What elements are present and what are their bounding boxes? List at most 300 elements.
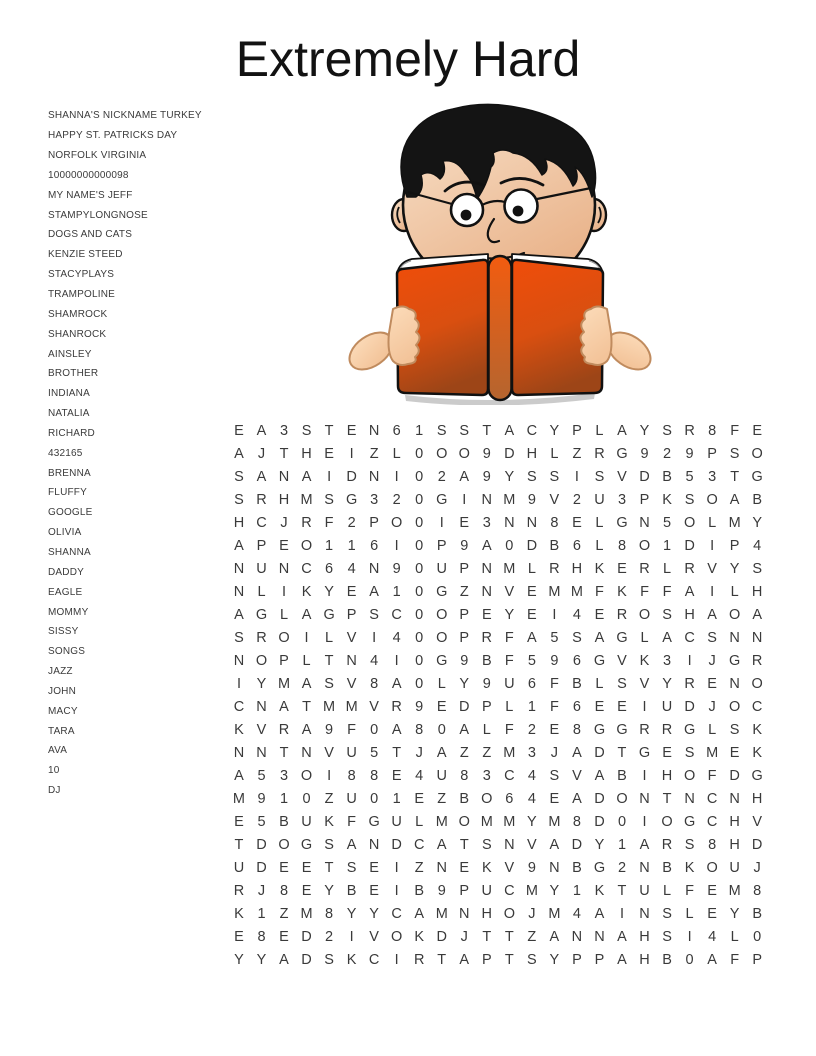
grid-cell: P <box>346 606 357 623</box>
grid-cell: T <box>662 790 672 807</box>
grid-cell: 9 <box>437 882 446 899</box>
grid-cell: F <box>549 675 559 692</box>
grid-cell: N <box>481 560 493 577</box>
grid-cell: K <box>752 744 762 761</box>
grid-cell: A <box>594 905 605 922</box>
grid-cell: 9 <box>527 859 536 876</box>
grid-cell: R <box>233 882 245 899</box>
grid-cell: A <box>527 629 537 646</box>
grid-cell: P <box>481 951 492 968</box>
grid-cell: P <box>436 537 447 554</box>
grid-cell: N <box>278 468 290 485</box>
word-list-item: BRENNA <box>48 467 91 479</box>
grid-cell: M <box>323 698 336 715</box>
grid-cell: D <box>594 790 605 807</box>
grid-row <box>228 926 769 949</box>
grid-cell: A <box>234 445 244 462</box>
grid-cell: B <box>279 813 289 830</box>
grid-cell: 3 <box>279 767 289 784</box>
grid-cell: I <box>327 767 332 784</box>
grid-cell: E <box>549 721 560 738</box>
grid-cell: I <box>394 882 399 899</box>
grid-cell: F <box>707 767 717 784</box>
grid-cell: F <box>504 721 514 738</box>
grid-cell: B <box>752 491 762 508</box>
grid-cell: F <box>685 882 694 899</box>
grid-cell: K <box>594 882 605 899</box>
word-list-item: BROTHER <box>48 368 99 380</box>
grid-cell: 8 <box>617 537 627 554</box>
grid-cell: E <box>617 698 627 715</box>
grid-cell: T <box>504 928 514 945</box>
word-list-item: STACYPLAYS <box>48 269 115 281</box>
grid-cell: A <box>279 951 289 968</box>
grid-cell: K <box>234 905 244 922</box>
grid-cell: R <box>413 951 425 968</box>
grid-cell: L <box>550 445 559 462</box>
grid-cell: L <box>663 560 672 577</box>
grid-cell: V <box>369 698 379 715</box>
grid-cell: R <box>481 629 493 646</box>
grid-cell: M <box>548 905 561 922</box>
grid-cell: 8 <box>460 767 469 784</box>
grid-cell: V <box>549 491 560 508</box>
grid-row <box>228 512 769 535</box>
grid-cell: R <box>661 836 673 853</box>
grid-cell: 2 <box>347 514 356 531</box>
grid-row <box>228 834 769 857</box>
grid-cell: I <box>687 928 692 945</box>
grid-cell: B <box>662 951 672 968</box>
grid-cell: A <box>684 583 695 600</box>
grid-cell: N <box>436 859 447 876</box>
grid-cell: I <box>304 629 309 646</box>
grid-cell: S <box>594 468 605 485</box>
grid-cell: O <box>729 698 741 715</box>
grid-cell: R <box>391 698 402 715</box>
grid-cell: V <box>324 744 334 761</box>
grid-cell: E <box>752 422 762 439</box>
grid-cell: Y <box>234 951 244 968</box>
grid-cell: 8 <box>708 422 717 439</box>
grid-cell: B <box>481 652 492 669</box>
grid-cell: G <box>255 606 268 623</box>
grid-cell: G <box>729 652 741 669</box>
grid-cell: T <box>504 951 514 968</box>
grid-cell: Z <box>459 744 469 761</box>
grid-cell: O <box>278 629 290 646</box>
grid-cell: C <box>526 422 538 439</box>
grid-cell: I <box>394 537 399 554</box>
grid-cell: G <box>683 813 696 830</box>
grid-cell: E <box>459 859 470 876</box>
grid-cell: Y <box>504 606 515 623</box>
grid-cell: K <box>301 583 312 600</box>
grid-cell: P <box>369 514 379 531</box>
grid-cell: A <box>436 836 447 853</box>
grid-cell: E <box>414 790 425 807</box>
grid-cell: E <box>346 583 357 600</box>
grid-cell: I <box>236 675 241 692</box>
grid-cell: V <box>617 652 627 669</box>
grid-cell: C <box>706 790 718 807</box>
grid-cell: R <box>661 721 673 738</box>
grid-cell: 6 <box>572 698 581 715</box>
grid-cell: 8 <box>257 928 266 945</box>
word-list-item: DADDY <box>48 566 85 578</box>
grid-cell: N <box>571 928 583 945</box>
grid-cell: E <box>707 675 717 692</box>
grid-row <box>228 650 769 673</box>
word-list-item: AINSLEY <box>48 348 92 360</box>
grid-cell: 0 <box>370 790 379 807</box>
grid-cell: A <box>391 721 402 738</box>
grid-cell: 6 <box>325 560 334 577</box>
grid-cell: Z <box>324 790 334 807</box>
grid-row <box>228 857 769 880</box>
grid-cell: 4 <box>572 606 581 623</box>
grid-cell: L <box>482 721 491 738</box>
grid-cell: A <box>301 721 312 738</box>
grid-cell: Z <box>572 445 582 462</box>
grid-cell: D <box>729 767 740 784</box>
grid-cell: P <box>594 951 605 968</box>
grid-cell: C <box>256 514 267 531</box>
grid-cell: S <box>527 951 537 968</box>
grid-cell: K <box>752 721 762 738</box>
grid-cell: R <box>639 721 650 738</box>
grid-cell: N <box>233 652 245 669</box>
grid-cell: 3 <box>279 422 289 439</box>
grid-cell: Y <box>256 675 267 692</box>
grid-cell: 0 <box>617 813 627 830</box>
grid-cell: N <box>256 698 267 715</box>
grid-cell: 0 <box>415 583 424 600</box>
grid-cell: A <box>707 606 717 623</box>
grid-row <box>228 604 769 627</box>
grid-cell: 5 <box>370 744 379 761</box>
grid-cell: H <box>729 813 740 830</box>
grid-cell: 1 <box>325 537 334 554</box>
grid-cell: A <box>481 537 492 554</box>
left-pupil <box>461 210 472 221</box>
grid-cell: V <box>504 859 515 876</box>
grid-cell: 4 <box>753 537 762 554</box>
word-list-item: JAZZ <box>48 666 73 678</box>
grid-cell: A <box>572 744 582 761</box>
grid-cell: S <box>684 836 695 853</box>
left-hand <box>389 307 420 366</box>
grid-cell: 4 <box>347 560 356 577</box>
grid-cell: P <box>459 606 470 623</box>
grid-cell: E <box>436 698 447 715</box>
grid-cell: Y <box>459 675 470 692</box>
grid-cell: Y <box>549 951 560 968</box>
grid-cell: 0 <box>415 537 424 554</box>
word-list-item: MY NAME'S JEFF <box>48 189 133 201</box>
grid-cell: Y <box>324 583 334 600</box>
grid-cell: D <box>684 537 695 554</box>
grid-cell: G <box>683 721 696 738</box>
grid-cell: O <box>278 836 290 853</box>
grid-cell: M <box>503 744 516 761</box>
grid-cell: C <box>368 951 380 968</box>
grid-cell: D <box>684 698 695 715</box>
grid-cell: G <box>323 606 335 623</box>
grid-cell: R <box>616 606 628 623</box>
grid-row <box>228 765 769 788</box>
grid-cell: M <box>503 491 516 508</box>
grid-cell: E <box>279 928 289 945</box>
grid-cell: 3 <box>527 744 536 761</box>
grid-cell: 8 <box>370 767 379 784</box>
grid-cell: S <box>234 491 244 508</box>
grid-cell: A <box>256 422 267 439</box>
grid-cell: Y <box>639 422 650 439</box>
grid-cell: 6 <box>505 790 514 807</box>
grid-cell: J <box>528 905 536 922</box>
word-list-item: 432165 <box>48 447 83 459</box>
grid-cell: N <box>729 790 740 807</box>
grid-cell: D <box>594 813 605 830</box>
grid-cell: N <box>256 744 267 761</box>
grid-cell: A <box>617 422 627 439</box>
grid-cell: C <box>413 836 425 853</box>
grid-cell: M <box>548 583 561 600</box>
grid-cell: N <box>594 928 605 945</box>
grid-cell: T <box>482 422 492 439</box>
grid-cell: Y <box>324 882 334 899</box>
grid-cell: E <box>662 744 672 761</box>
grid-cell: 0 <box>302 790 311 807</box>
grid-cell: U <box>436 560 447 577</box>
grid-cell: F <box>347 813 357 830</box>
grid-cell: I <box>394 468 399 485</box>
grid-cell: E <box>707 905 717 922</box>
grid-cell: 2 <box>437 468 446 485</box>
grid-cell: 9 <box>257 790 266 807</box>
grid-cell: K <box>594 560 605 577</box>
grid-cell: S <box>707 629 717 646</box>
grid-cell: A <box>594 767 605 784</box>
grid-cell: L <box>730 583 739 600</box>
grid-cell: J <box>415 744 423 761</box>
grid-cell: 9 <box>482 675 491 692</box>
grid-cell: P <box>639 491 650 508</box>
grid-row <box>228 673 769 696</box>
grid-cell: 4 <box>392 629 401 646</box>
grid-cell: V <box>639 675 650 692</box>
grid-row <box>228 558 769 581</box>
grid-row <box>228 489 769 512</box>
grid-cell: B <box>617 767 627 784</box>
grid-cell: N <box>639 859 650 876</box>
grid-cell: 9 <box>527 491 536 508</box>
grid-cell: F <box>324 514 334 531</box>
grid-cell: E <box>594 606 605 623</box>
word-list-item: SONGS <box>48 646 86 658</box>
grid-cell: 0 <box>753 928 762 945</box>
grid-cell: C <box>751 698 763 715</box>
grid-cell: 3 <box>663 652 672 669</box>
grid-cell: D <box>301 951 312 968</box>
grid-cell: S <box>459 422 470 439</box>
grid-cell: Y <box>752 514 762 531</box>
grid-cell: B <box>662 468 672 485</box>
grid-cell: S <box>436 422 447 439</box>
grid-cell: 2 <box>392 491 401 508</box>
grid-cell: S <box>527 468 537 485</box>
grid-cell: 1 <box>392 583 401 600</box>
grid-cell: E <box>617 560 627 577</box>
word-list-item: FLUFFY <box>48 487 87 499</box>
grid-cell: U <box>729 859 740 876</box>
grid-cell: J <box>257 882 266 899</box>
grid-cell: E <box>527 606 537 623</box>
grid-cell: P <box>572 422 582 439</box>
grid-cell: 0 <box>415 675 424 692</box>
grid-cell: E <box>391 767 402 784</box>
grid-cell: 0 <box>685 951 694 968</box>
grid-cell: A <box>256 468 267 485</box>
grid-cell: 4 <box>370 652 379 669</box>
grid-cell: I <box>710 537 715 554</box>
grid-cell: 5 <box>663 514 672 531</box>
grid-cell: O <box>255 652 268 669</box>
grid-cell: J <box>708 698 716 715</box>
grid-cell: E <box>459 514 470 531</box>
grid-cell: Z <box>459 583 469 600</box>
grid-cell: S <box>234 629 244 646</box>
grid-cell: D <box>391 836 402 853</box>
right-lens <box>505 190 538 223</box>
grid-cell: Y <box>662 675 672 692</box>
grid-cell: P <box>459 560 470 577</box>
grid-cell: K <box>639 652 650 669</box>
grid-cell: S <box>662 928 672 945</box>
grid-cell: J <box>280 514 288 531</box>
grid-cell: J <box>753 859 761 876</box>
grid-cell: Z <box>482 744 492 761</box>
grid-cell: P <box>572 951 582 968</box>
grid-cell: 0 <box>505 537 514 554</box>
grid-cell: T <box>234 836 244 853</box>
grid-cell: V <box>752 813 762 830</box>
grid-cell: G <box>616 629 628 646</box>
grid-cell: 1 <box>257 905 266 922</box>
grid-cell: N <box>233 583 245 600</box>
grid-cell: L <box>437 675 446 692</box>
right-hand <box>581 307 612 366</box>
grid-cell: 9 <box>460 652 469 669</box>
grid-cell: G <box>751 767 763 784</box>
grid-cell: 0 <box>415 468 424 485</box>
grid-cell: 2 <box>572 491 581 508</box>
grid-cell: R <box>639 560 650 577</box>
grid-cell: U <box>233 859 245 876</box>
grid-cell: S <box>346 859 357 876</box>
grid-cell: M <box>728 882 741 899</box>
grid-cell: Z <box>527 928 537 945</box>
grid-cell: H <box>639 951 650 968</box>
grid-cell: T <box>324 652 334 669</box>
grid-cell: O <box>751 675 763 692</box>
grid-cell: P <box>752 951 762 968</box>
grid-cell: G <box>436 491 448 508</box>
grid-cell: C <box>391 905 402 922</box>
grid-row <box>228 420 769 443</box>
grid-cell: N <box>233 744 245 761</box>
grid-cell: M <box>548 813 561 830</box>
grid-cell: 8 <box>415 721 424 738</box>
grid-cell: P <box>459 629 470 646</box>
grid-cell: N <box>526 514 538 531</box>
grid-cell: 3 <box>482 767 491 784</box>
grid-cell: N <box>481 491 493 508</box>
grid-cell: 6 <box>527 675 536 692</box>
grid-cell: K <box>617 583 627 600</box>
grid-cell: 9 <box>482 468 491 485</box>
grid-cell: A <box>617 951 627 968</box>
grid-cell: S <box>324 951 334 968</box>
grid-cell: C <box>706 813 718 830</box>
grid-cell: K <box>662 491 672 508</box>
grid-cell: A <box>279 698 289 715</box>
grid-cell: G <box>616 721 628 738</box>
grid-cell: A <box>436 744 447 761</box>
grid-cell: 0 <box>415 606 424 623</box>
grid-cell: U <box>436 767 447 784</box>
grid-cell: U <box>346 744 357 761</box>
grid-cell: L <box>392 445 401 462</box>
grid-cell: T <box>279 744 289 761</box>
grid-cell: S <box>549 767 560 784</box>
grid-cell: O <box>481 790 493 807</box>
grid-cell: 9 <box>460 537 469 554</box>
grid-cell: 0 <box>415 560 424 577</box>
grid-cell: S <box>234 468 244 485</box>
grid-cell: A <box>301 606 312 623</box>
grid-cell: G <box>436 652 448 669</box>
grid-cell: P <box>279 652 289 669</box>
grid-cell: O <box>751 445 763 462</box>
word-list-item: SHANNA'S NICKNAME TURKEY <box>48 110 202 122</box>
grid-cell: P <box>256 537 267 554</box>
grid-cell: I <box>439 514 444 531</box>
grid-cell: 0 <box>370 721 379 738</box>
grid-cell: 4 <box>415 767 424 784</box>
grid-cell: P <box>729 537 740 554</box>
grid-cell: I <box>619 905 624 922</box>
grid-cell: Z <box>437 790 447 807</box>
grid-cell: F <box>504 629 514 646</box>
word-list-item: TARA <box>48 725 75 737</box>
word-list-item: NORFOLK VIRGINIA <box>48 150 147 162</box>
grid-cell: M <box>503 813 516 830</box>
grid-cell: A <box>234 767 244 784</box>
grid-cell: E <box>234 813 244 830</box>
grid-cell: U <box>504 675 515 692</box>
grid-cell: S <box>684 491 695 508</box>
grid-cell: T <box>392 744 402 761</box>
grid-cell: G <box>751 468 763 485</box>
grid-cell: O <box>300 537 313 554</box>
grid-cell: A <box>572 790 582 807</box>
grid-cell: 6 <box>572 537 581 554</box>
grid-cell: V <box>527 836 537 853</box>
grid-cell: 5 <box>257 767 266 784</box>
grid-cell: V <box>346 675 357 692</box>
